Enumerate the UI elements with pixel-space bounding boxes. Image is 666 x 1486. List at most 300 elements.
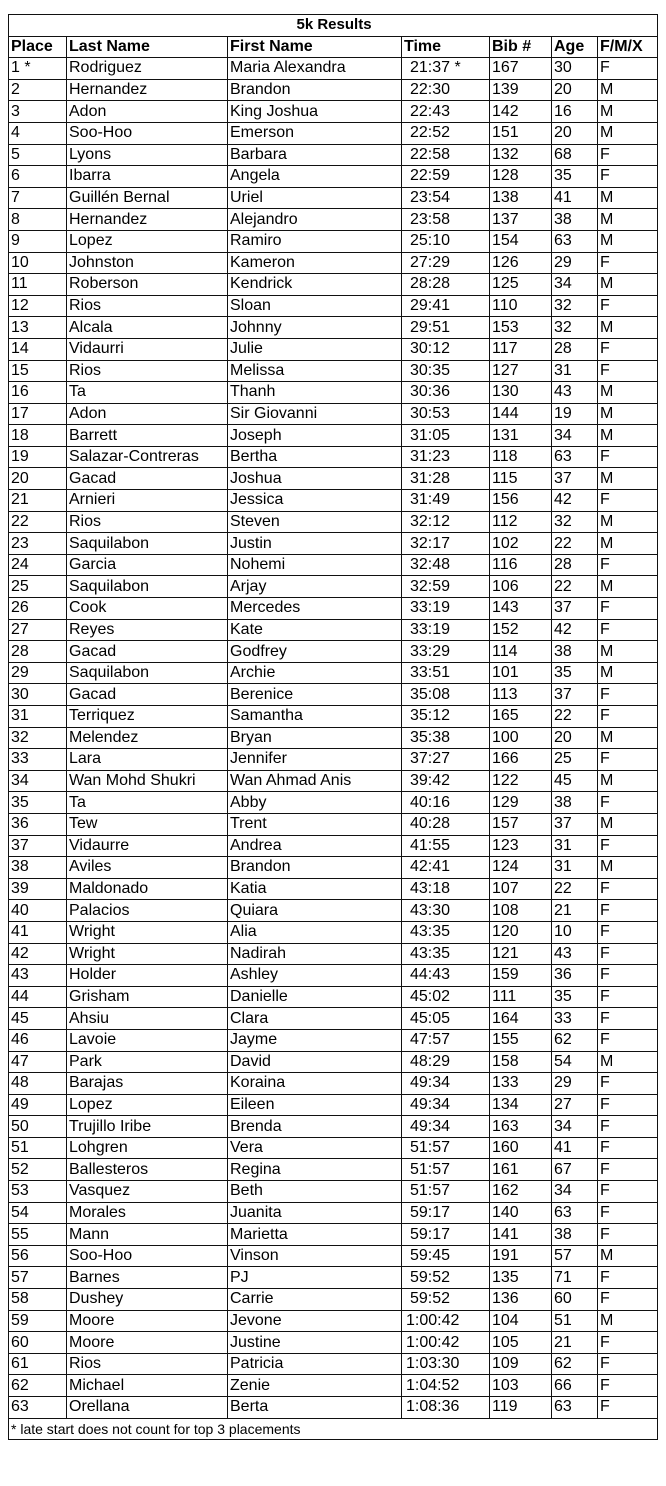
cell-age: 22 (552, 533, 598, 555)
cell-age: 31 (552, 857, 598, 879)
cell-place: 26 (9, 598, 67, 620)
cell-time: 1:08:36 (402, 1397, 490, 1419)
cell-age: 63 (552, 1397, 598, 1419)
cell-bib: 109 (490, 1353, 552, 1375)
cell-place: 38 (9, 857, 67, 879)
cell-last-name: Barrett (67, 425, 228, 447)
table-row (9, 727, 658, 749)
cell-gender: F (598, 1397, 658, 1419)
cell-time: 51:57 (402, 1137, 490, 1159)
cell-age: 38 (552, 1224, 598, 1246)
cell-place: 2 (9, 79, 67, 101)
cell-age: 25 (552, 749, 598, 771)
table-row (9, 317, 658, 339)
cell-gender: M (598, 1245, 658, 1267)
cell-first-name: Berenice (228, 684, 402, 706)
table-row (9, 684, 658, 706)
cell-place: 9 (9, 230, 67, 252)
cell-age: 45 (552, 770, 598, 792)
cell-bib: 135 (490, 1267, 552, 1289)
cell-first-name: Samantha (228, 706, 402, 728)
table-row (9, 122, 658, 144)
cell-gender: M (598, 727, 658, 749)
cell-age: 27 (552, 1094, 598, 1116)
cell-time: 45:05 (402, 1008, 490, 1030)
cell-gender: M (598, 576, 658, 598)
cell-age: 34 (552, 1181, 598, 1203)
cell-gender: F (598, 1332, 658, 1354)
cell-gender: F (598, 943, 658, 965)
cell-last-name: Gacad (67, 684, 228, 706)
table-row (9, 511, 658, 533)
cell-age: 29 (552, 252, 598, 274)
cell-first-name: Quiara (228, 900, 402, 922)
table-row (9, 58, 658, 80)
table-row (9, 1159, 658, 1181)
cell-time: 22:30 (402, 79, 490, 101)
cell-last-name: Soo-Hoo (67, 1245, 228, 1267)
cell-place: 36 (9, 813, 67, 835)
cell-place: 63 (9, 1397, 67, 1419)
cell-place: 19 (9, 446, 67, 468)
cell-bib: 138 (490, 187, 552, 209)
cell-first-name: Sir Giovanni (228, 403, 402, 425)
cell-time: 22:52 (402, 122, 490, 144)
cell-bib: 100 (490, 727, 552, 749)
cell-last-name: Garcia (67, 554, 228, 576)
table-row (9, 813, 658, 835)
cell-age: 33 (552, 1008, 598, 1030)
cell-time: 1:04:52 (402, 1375, 490, 1397)
cell-bib: 113 (490, 684, 552, 706)
cell-last-name: Roberson (67, 274, 228, 296)
table-row (9, 1267, 658, 1289)
cell-last-name: Saquilabon (67, 533, 228, 555)
cell-first-name: Regina (228, 1159, 402, 1181)
table-row (9, 1289, 658, 1311)
cell-bib: 118 (490, 446, 552, 468)
cell-bib: 124 (490, 857, 552, 879)
cell-first-name: Maria Alexandra (228, 58, 402, 80)
cell-place: 53 (9, 1181, 67, 1203)
cell-last-name: Hernandez (67, 209, 228, 231)
cell-last-name: Wan Mohd Shukri (67, 770, 228, 792)
cell-place: 46 (9, 1029, 67, 1051)
cell-place: 41 (9, 921, 67, 943)
cell-gender: F (598, 792, 658, 814)
cell-place: 62 (9, 1375, 67, 1397)
cell-last-name: Gacad (67, 468, 228, 490)
cell-last-name: Soo-Hoo (67, 122, 228, 144)
cell-bib: 107 (490, 878, 552, 900)
cell-time: 32:17 (402, 533, 490, 555)
cell-gender: M (598, 209, 658, 231)
cell-place: 47 (9, 1051, 67, 1073)
table-row (9, 1202, 658, 1224)
cell-gender: M (598, 1051, 658, 1073)
cell-place: 56 (9, 1245, 67, 1267)
cell-last-name: Gacad (67, 641, 228, 663)
cell-place: 49 (9, 1094, 67, 1116)
cell-gender: M (598, 317, 658, 339)
cell-place: 1 * (9, 58, 67, 80)
cell-place: 59 (9, 1310, 67, 1332)
table-row (9, 641, 658, 663)
cell-gender: F (598, 1029, 658, 1051)
cell-first-name: Johnny (228, 317, 402, 339)
cell-first-name: Alejandro (228, 209, 402, 231)
results-table (8, 14, 658, 1440)
cell-first-name: Jevone (228, 1310, 402, 1332)
cell-bib: 164 (490, 1008, 552, 1030)
table-row (9, 662, 658, 684)
cell-first-name: Justin (228, 533, 402, 555)
cell-bib: 127 (490, 360, 552, 382)
cell-first-name: Jennifer (228, 749, 402, 771)
table-row (9, 1073, 658, 1095)
cell-gender: F (598, 360, 658, 382)
cell-gender: F (598, 252, 658, 274)
cell-bib: 131 (490, 425, 552, 447)
cell-first-name: Steven (228, 511, 402, 533)
cell-gender: F (598, 554, 658, 576)
cell-age: 37 (552, 813, 598, 835)
cell-place: 23 (9, 533, 67, 555)
header-gender: F/M/X (598, 36, 658, 58)
cell-time: 22:43 (402, 101, 490, 123)
cell-first-name: Archie (228, 662, 402, 684)
cell-place: 14 (9, 338, 67, 360)
cell-age: 29 (552, 1073, 598, 1095)
cell-last-name: Salazar-Contreras (67, 446, 228, 468)
table-row (9, 209, 658, 231)
cell-time: 30:36 (402, 382, 490, 404)
cell-bib: 162 (490, 1181, 552, 1203)
cell-place: 51 (9, 1137, 67, 1159)
cell-age: 19 (552, 403, 598, 425)
cell-time: 22:58 (402, 144, 490, 166)
cell-age: 43 (552, 943, 598, 965)
cell-age: 67 (552, 1159, 598, 1181)
cell-age: 41 (552, 187, 598, 209)
cell-time: 39:42 (402, 770, 490, 792)
cell-place: 33 (9, 749, 67, 771)
cell-bib: 129 (490, 792, 552, 814)
cell-age: 62 (552, 1029, 598, 1051)
cell-last-name: Ta (67, 792, 228, 814)
cell-place: 35 (9, 792, 67, 814)
cell-last-name: Johnston (67, 252, 228, 274)
cell-age: 35 (552, 662, 598, 684)
cell-age: 28 (552, 338, 598, 360)
cell-first-name: Carrie (228, 1289, 402, 1311)
cell-age: 71 (552, 1267, 598, 1289)
cell-bib: 142 (490, 101, 552, 123)
cell-age: 51 (552, 1310, 598, 1332)
cell-time: 59:52 (402, 1267, 490, 1289)
cell-first-name: Bertha (228, 446, 402, 468)
cell-last-name: Grisham (67, 986, 228, 1008)
table-row (9, 1094, 658, 1116)
cell-time: 1:00:42 (402, 1310, 490, 1332)
cell-place: 29 (9, 662, 67, 684)
cell-place: 7 (9, 187, 67, 209)
table-row (9, 338, 658, 360)
cell-bib: 191 (490, 1245, 552, 1267)
cell-time: 31:28 (402, 468, 490, 490)
cell-place: 10 (9, 252, 67, 274)
cell-gender: F (598, 1116, 658, 1138)
cell-first-name: Danielle (228, 986, 402, 1008)
cell-place: 12 (9, 295, 67, 317)
cell-first-name: Clara (228, 1008, 402, 1030)
cell-gender: F (598, 1202, 658, 1224)
cell-place: 18 (9, 425, 67, 447)
cell-age: 36 (552, 965, 598, 987)
cell-time: 40:28 (402, 813, 490, 835)
cell-bib: 153 (490, 317, 552, 339)
cell-last-name: Wright (67, 943, 228, 965)
cell-gender: F (598, 446, 658, 468)
cell-bib: 123 (490, 835, 552, 857)
table-row (9, 101, 658, 123)
cell-place: 45 (9, 1008, 67, 1030)
cell-time: 31:05 (402, 425, 490, 447)
cell-first-name: Julie (228, 338, 402, 360)
cell-age: 32 (552, 295, 598, 317)
cell-bib: 119 (490, 1397, 552, 1419)
cell-first-name: Kate (228, 619, 402, 641)
cell-place: 40 (9, 900, 67, 922)
cell-bib: 141 (490, 1224, 552, 1246)
footnote-row (9, 1418, 658, 1440)
cell-first-name: Sloan (228, 295, 402, 317)
cell-last-name: Lyons (67, 144, 228, 166)
table-row (9, 965, 658, 987)
cell-age: 37 (552, 598, 598, 620)
cell-age: 30 (552, 58, 598, 80)
cell-gender: F (598, 1008, 658, 1030)
cell-gender: M (598, 857, 658, 879)
cell-gender: F (598, 1353, 658, 1375)
cell-bib: 136 (490, 1289, 552, 1311)
cell-time: 43:18 (402, 878, 490, 900)
cell-last-name: Orellana (67, 1397, 228, 1419)
cell-place: 55 (9, 1224, 67, 1246)
cell-first-name: Marietta (228, 1224, 402, 1246)
cell-gender: F (598, 1267, 658, 1289)
cell-first-name: Barbara (228, 144, 402, 166)
cell-last-name: Mann (67, 1224, 228, 1246)
cell-first-name: Juanita (228, 1202, 402, 1224)
cell-place: 4 (9, 122, 67, 144)
cell-last-name: Rodriguez (67, 58, 228, 80)
cell-last-name: Saquilabon (67, 576, 228, 598)
cell-age: 21 (552, 1332, 598, 1354)
cell-gender: F (598, 706, 658, 728)
cell-place: 37 (9, 835, 67, 857)
cell-time: 44:43 (402, 965, 490, 987)
cell-bib: 105 (490, 1332, 552, 1354)
cell-bib: 167 (490, 58, 552, 80)
cell-first-name: Kendrick (228, 274, 402, 296)
title-row (9, 15, 658, 37)
cell-last-name: Vidaurre (67, 835, 228, 857)
cell-bib: 117 (490, 338, 552, 360)
cell-first-name: Nadirah (228, 943, 402, 965)
table-row (9, 1353, 658, 1375)
cell-age: 20 (552, 79, 598, 101)
cell-last-name: Maldonado (67, 878, 228, 900)
cell-place: 30 (9, 684, 67, 706)
cell-place: 54 (9, 1202, 67, 1224)
cell-place: 15 (9, 360, 67, 382)
cell-age: 16 (552, 101, 598, 123)
cell-bib: 157 (490, 813, 552, 835)
table-row (9, 1116, 658, 1138)
cell-age: 41 (552, 1137, 598, 1159)
cell-age: 68 (552, 144, 598, 166)
cell-last-name: Barnes (67, 1267, 228, 1289)
cell-first-name: Brandon (228, 79, 402, 101)
cell-last-name: Palacios (67, 900, 228, 922)
cell-age: 62 (552, 1353, 598, 1375)
cell-last-name: Moore (67, 1310, 228, 1332)
cell-age: 54 (552, 1051, 598, 1073)
cell-bib: 161 (490, 1159, 552, 1181)
cell-place: 57 (9, 1267, 67, 1289)
cell-first-name: Brandon (228, 857, 402, 879)
table-row (9, 619, 658, 641)
cell-first-name: Trent (228, 813, 402, 835)
cell-time: 59:17 (402, 1224, 490, 1246)
cell-last-name: Tew (67, 813, 228, 835)
cell-bib: 104 (490, 1310, 552, 1332)
cell-age: 22 (552, 576, 598, 598)
table-row (9, 446, 658, 468)
cell-place: 11 (9, 274, 67, 296)
cell-time: 22:59 (402, 166, 490, 188)
cell-place: 16 (9, 382, 67, 404)
cell-gender: M (598, 122, 658, 144)
cell-bib: 122 (490, 770, 552, 792)
cell-bib: 159 (490, 965, 552, 987)
cell-place: 22 (9, 511, 67, 533)
cell-bib: 137 (490, 209, 552, 231)
table-row (9, 1245, 658, 1267)
cell-time: 35:08 (402, 684, 490, 706)
table-row (9, 360, 658, 382)
cell-gender: F (598, 338, 658, 360)
cell-gender: F (598, 921, 658, 943)
cell-gender: M (598, 662, 658, 684)
table-row (9, 252, 658, 274)
header-first-name: First Name (228, 36, 402, 58)
cell-time: 49:34 (402, 1116, 490, 1138)
cell-bib: 160 (490, 1137, 552, 1159)
cell-bib: 158 (490, 1051, 552, 1073)
cell-first-name: Berta (228, 1397, 402, 1419)
cell-first-name: Thanh (228, 382, 402, 404)
cell-age: 32 (552, 511, 598, 533)
table-row (9, 533, 658, 555)
cell-place: 20 (9, 468, 67, 490)
cell-time: 40:16 (402, 792, 490, 814)
cell-first-name: Angela (228, 166, 402, 188)
table-row (9, 382, 658, 404)
cell-bib: 125 (490, 274, 552, 296)
cell-bib: 102 (490, 533, 552, 555)
header-time: Time (402, 36, 490, 58)
cell-first-name: Beth (228, 1181, 402, 1203)
cell-last-name: Ibarra (67, 166, 228, 188)
cell-age: 57 (552, 1245, 598, 1267)
cell-bib: 140 (490, 1202, 552, 1224)
cell-last-name: Terriquez (67, 706, 228, 728)
cell-last-name: Vasquez (67, 1181, 228, 1203)
cell-time: 41:55 (402, 835, 490, 857)
cell-time: 43:30 (402, 900, 490, 922)
cell-place: 32 (9, 727, 67, 749)
cell-place: 17 (9, 403, 67, 425)
cell-gender: F (598, 1073, 658, 1095)
cell-last-name: Saquilabon (67, 662, 228, 684)
cell-gender: M (598, 425, 658, 447)
cell-last-name: Hernandez (67, 79, 228, 101)
cell-last-name: Adon (67, 403, 228, 425)
cell-last-name: Rios (67, 295, 228, 317)
cell-age: 20 (552, 122, 598, 144)
table-row (9, 166, 658, 188)
table-row (9, 1029, 658, 1051)
cell-bib: 103 (490, 1375, 552, 1397)
cell-gender: M (598, 770, 658, 792)
cell-first-name: Nohemi (228, 554, 402, 576)
table-row (9, 943, 658, 965)
cell-time: 31:49 (402, 490, 490, 512)
cell-time: 43:35 (402, 943, 490, 965)
cell-last-name: Trujillo Iribe (67, 1116, 228, 1138)
cell-time: 43:35 (402, 921, 490, 943)
cell-time: 29:51 (402, 317, 490, 339)
cell-bib: 106 (490, 576, 552, 598)
cell-first-name: Koraina (228, 1073, 402, 1095)
cell-age: 43 (552, 382, 598, 404)
cell-place: 24 (9, 554, 67, 576)
cell-place: 58 (9, 1289, 67, 1311)
cell-first-name: Wan Ahmad Anis (228, 770, 402, 792)
cell-bib: 108 (490, 900, 552, 922)
cell-last-name: Dushey (67, 1289, 228, 1311)
cell-age: 38 (552, 209, 598, 231)
header-last-name: Last Name (67, 36, 228, 58)
cell-time: 59:45 (402, 1245, 490, 1267)
cell-time: 59:52 (402, 1289, 490, 1311)
cell-age: 37 (552, 468, 598, 490)
cell-gender: M (598, 813, 658, 835)
cell-last-name: Rios (67, 511, 228, 533)
cell-time: 42:41 (402, 857, 490, 879)
cell-place: 44 (9, 986, 67, 1008)
table-row (9, 900, 658, 922)
cell-gender: M (598, 274, 658, 296)
cell-gender: M (598, 79, 658, 101)
cell-gender: M (598, 1310, 658, 1332)
cell-gender: F (598, 900, 658, 922)
cell-age: 32 (552, 317, 598, 339)
cell-last-name: Ballesteros (67, 1159, 228, 1181)
cell-gender: F (598, 1137, 658, 1159)
